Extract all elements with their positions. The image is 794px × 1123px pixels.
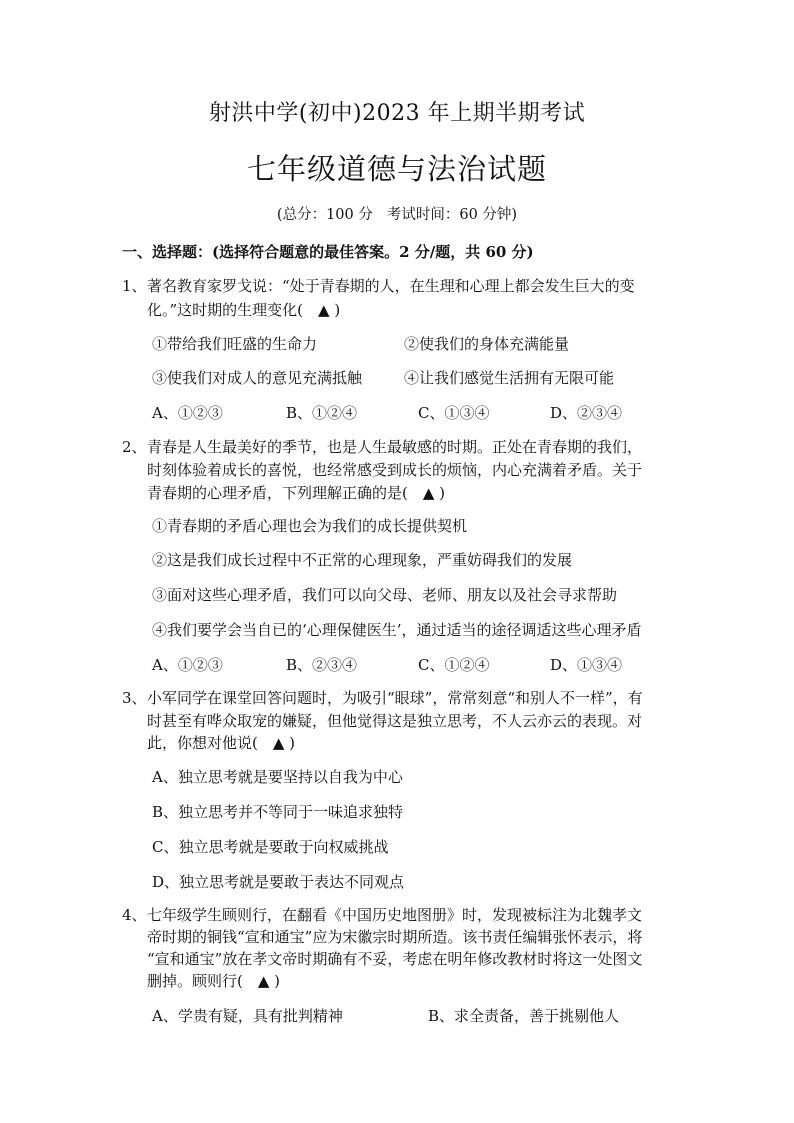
- section-heading: 一、选择题：(选择符合题意的最佳答案。2 分/题，共 60 分): [122, 243, 534, 261]
- statement-item: ①青春期的矛盾心理也会为我们的成长提供契机: [152, 517, 468, 535]
- subject-exam-title: 七年级道德与法治试题: [246, 152, 547, 186]
- question-stem-line: 时甚至有哗众取宠的嫌疑，但他觉得这是独立思考，不人云亦云的表现。对: [147, 712, 643, 730]
- question-stem-line: 时刻体验着成长的喜悦，也经常感受到成长的烦恼，内心充满着矛盾。关于: [147, 461, 643, 479]
- school-exam-title: 射洪中学(初中)2023 年上期半期考试: [208, 101, 586, 126]
- question-stem-line: 小军同学在课堂回答问题时，为吸引“眼球”，常常刻意“和别人不一样”，有: [147, 689, 643, 707]
- total-score: (总分：100 分: [276, 207, 373, 223]
- statement-item: ③使我们对成人的意见充满抵触: [152, 369, 363, 387]
- answer-choice: B、①②④: [286, 404, 358, 422]
- answer-choice: D、①③④: [550, 656, 623, 674]
- answer-option: D、独立思考就是要敢于表达不同观点: [152, 873, 405, 891]
- question-stem-line: 化。”这时期的生理变化( ▲ ): [147, 301, 341, 319]
- answer-choice: A、①②③: [152, 404, 223, 422]
- question-number: 2、: [122, 438, 147, 456]
- question-stem-line: “宣和通宝”放在孝文帝时期确有不妥，考虑在明年修改教材时将这一处图文: [147, 950, 643, 968]
- answer-choice: D、②③④: [550, 404, 623, 422]
- answer-option: A、独立思考就是要坚持以自我为中心: [152, 768, 403, 786]
- answer-option: B、求全责备，善于挑剔他人: [428, 1007, 620, 1025]
- question-stem-line: 七年级学生顾则行，在翻看《中国历史地图册》时，发现被标注为北魏孝文: [147, 906, 643, 924]
- statement-item: ④让我们感觉生活拥有无限可能: [404, 369, 615, 387]
- statement-item: ③面对这些心理矛盾，我们可以向父母、老师、朋友以及社会寻求帮助: [152, 586, 618, 604]
- answer-choice: A、①②③: [152, 656, 223, 674]
- question-stem-line: 删掉。顾则行( ▲ ): [147, 972, 281, 990]
- exam-time: 考试时间：60 分钟): [386, 207, 518, 223]
- answer-choice: B、②③④: [286, 656, 358, 674]
- answer-option: C、独立思考就是要敢于向权威挑战: [152, 838, 389, 856]
- statement-item: ②使我们的身体充满能量: [404, 335, 570, 353]
- question-stem-line: 著名教育家罗戈说：“处于青春期的人，在生理和心理上都会发生巨大的变: [147, 277, 635, 295]
- answer-choice: C、①②④: [418, 656, 490, 674]
- answer-option: B、独立思考并不等同于一味追求独特: [152, 803, 404, 821]
- question-stem-line: 帝时期的铜钱“宣和通宝”应为宋徽宗时期所造。该书责任编辑张怀表示，将: [147, 928, 643, 946]
- statement-item: ④我们要学会当自已的‘心理保健医生’，通过适当的途径调适这些心理矛盾: [152, 621, 642, 639]
- answer-option: A、学贵有疑，具有批判精神: [152, 1007, 343, 1025]
- question-stem-line: 青春期的心理矛盾，下列理解正确的是( ▲ ): [147, 484, 446, 502]
- exam-info: [0, 203, 794, 224]
- question-stem-line: 青春是人生最美好的季节，也是人生最敏感的时期。正处在青春期的我们，: [147, 438, 643, 456]
- question-number: 4、: [122, 906, 147, 924]
- statement-item: ②这是我们成长过程中不正常的心理现象，严重妨碍我们的发展: [152, 551, 573, 569]
- statement-item: ①带给我们旺盛的生命力: [152, 335, 318, 353]
- question-stem-line: 此，你想对他说( ▲ ): [147, 734, 296, 752]
- answer-choice: C、①③④: [418, 404, 490, 422]
- question-number: 1、: [122, 277, 147, 295]
- question-number: 3、: [122, 689, 147, 707]
